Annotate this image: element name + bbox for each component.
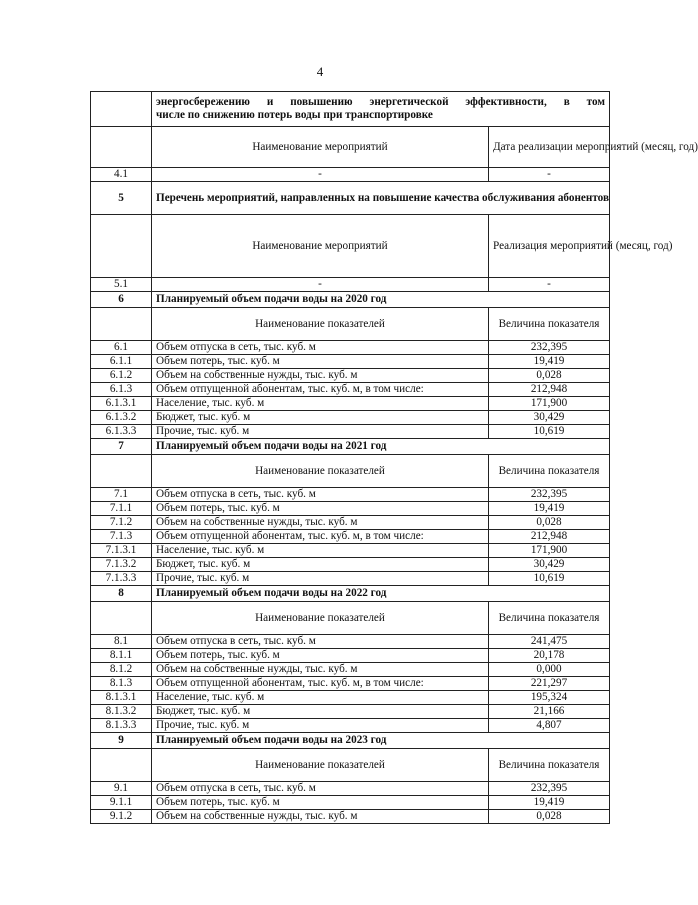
row-name: Объем на собственные нужды, тыс. куб. м	[152, 663, 489, 677]
col-header-name: Наименование показателей	[152, 455, 489, 488]
row-number: 7.1.3.3	[91, 572, 152, 586]
row-name: Объем потерь, тыс. куб. м	[152, 355, 489, 369]
table-row	[91, 810, 610, 824]
row-number: 6.1.3	[91, 383, 152, 397]
row-name: Объем отпущенной абонентам, тыс. куб. м, в том числе:	[152, 383, 489, 397]
table-row	[91, 782, 610, 796]
row-name: -	[152, 278, 489, 292]
table-row	[91, 635, 610, 649]
row-value: 19,419	[489, 355, 610, 369]
row-number: 8.1	[91, 635, 152, 649]
header-number-cell	[91, 455, 152, 488]
table-row	[91, 544, 610, 558]
row-name: Бюджет, тыс. куб. м	[152, 411, 489, 425]
row-number: 8.1.2	[91, 663, 152, 677]
row-value: 212,948	[489, 383, 610, 397]
section-number: 9	[91, 733, 152, 749]
row-number: 7.1.3.2	[91, 558, 152, 572]
col-header-name: Наименование показателей	[152, 602, 489, 635]
row-value: 195,324	[489, 691, 610, 705]
table-row	[91, 649, 610, 663]
row-number: 6.1.3.2	[91, 411, 152, 425]
row-value: 212,948	[489, 530, 610, 544]
row-value: 21,166	[489, 705, 610, 719]
section-4-number-cell	[91, 92, 152, 127]
section-heading: Планируемый объем подачи воды на 2023 год	[152, 733, 610, 749]
table-row	[91, 796, 610, 810]
col-header-value: Величина показателя	[489, 602, 610, 635]
row-number: 7.1.3	[91, 530, 152, 544]
row-value: 10,619	[489, 572, 610, 586]
row-name: Население, тыс. куб. м	[152, 691, 489, 705]
row-name: Бюджет, тыс. куб. м	[152, 558, 489, 572]
header-number-cell	[91, 749, 152, 782]
section-5-col-name: Наименование мероприятий	[152, 215, 489, 278]
row-name: Объем отпущенной абонентам, тыс. куб. м, в том числе:	[152, 530, 489, 544]
table-row	[91, 572, 610, 586]
section-5-col-date: Реализация мероприятий (месяц, год)	[489, 215, 610, 278]
row-name: Объем отпуска в сеть, тыс. куб. м	[152, 488, 489, 502]
row-value: 232,395	[489, 782, 610, 796]
row-number: 8.1.3.2	[91, 705, 152, 719]
table-row	[91, 663, 610, 677]
section-4	[91, 92, 698, 182]
row-name: Объем потерь, тыс. куб. м	[152, 502, 489, 516]
table-row	[91, 488, 610, 502]
row-name: Прочие, тыс. куб. м	[152, 719, 489, 733]
row-value: 4,807	[489, 719, 610, 733]
section-heading: Планируемый объем подачи воды на 2022 год	[152, 586, 610, 602]
row-number: 6.1.2	[91, 369, 152, 383]
section-5	[91, 182, 673, 292]
row-name: Объем отпущенной абонентам, тыс. куб. м, в том числе:	[152, 677, 489, 691]
section-heading: Планируемый объем подачи воды на 2020 год	[152, 292, 610, 308]
row-number: 9.1	[91, 782, 152, 796]
row-name: Объем отпуска в сеть, тыс. куб. м	[152, 782, 489, 796]
row-number: 9.1.1	[91, 796, 152, 810]
volume-sections	[91, 292, 610, 824]
section-4-heading	[152, 92, 610, 127]
row-number: 6.1.3.3	[91, 425, 152, 439]
col-header-value: Величина показателя	[489, 749, 610, 782]
row-value: 30,429	[489, 558, 610, 572]
row-number: 7.1.2	[91, 516, 152, 530]
row-value: 171,900	[489, 544, 610, 558]
table-row	[91, 383, 610, 397]
row-value: 221,297	[489, 677, 610, 691]
row-value: 0,028	[489, 369, 610, 383]
row-number: 6.1.3.1	[91, 397, 152, 411]
table-row	[91, 341, 610, 355]
row-number: 8.1.3.3	[91, 719, 152, 733]
row-value: 19,419	[489, 502, 610, 516]
page-number: 4	[316, 64, 324, 79]
section-heading: Планируемый объем подачи воды на 2021 год	[152, 439, 610, 455]
row-name: Объем на собственные нужды, тыс. куб. м	[152, 369, 489, 383]
table-row	[91, 516, 610, 530]
table-row	[91, 558, 610, 572]
row-name: Объем отпуска в сеть, тыс. куб. м	[152, 635, 489, 649]
row-number: 5.1	[91, 278, 152, 292]
row-value: 241,475	[489, 635, 610, 649]
header-number-cell	[91, 602, 152, 635]
table-row	[91, 691, 610, 705]
row-name: Объем на собственные нужды, тыс. куб. м	[152, 516, 489, 530]
row-number: 7.1.1	[91, 502, 152, 516]
row-name: Население, тыс. куб. м	[152, 544, 489, 558]
row-name: -	[152, 168, 489, 182]
row-number: 8.1.3	[91, 677, 152, 691]
row-value: 171,900	[489, 397, 610, 411]
row-name: Население, тыс. куб. м	[152, 397, 489, 411]
measures-table	[90, 91, 698, 824]
section-4-heading-line2: числе по снижению потерь воды при транспортировке	[156, 109, 433, 121]
row-name: Прочие, тыс. куб. м	[152, 425, 489, 439]
row-name: Прочие, тыс. куб. м	[152, 572, 489, 586]
row-value: 10,619	[489, 425, 610, 439]
section-5-header-number-cell	[91, 215, 152, 278]
row-value: 232,395	[489, 341, 610, 355]
section-number: 8	[91, 586, 152, 602]
section-4-col-name: Наименование мероприятий	[152, 127, 489, 168]
row-value: 0,000	[489, 663, 610, 677]
col-header-value: Величина показателя	[489, 308, 610, 341]
table-row	[91, 425, 610, 439]
row-number: 6.1	[91, 341, 152, 355]
section-5-number: 5	[91, 182, 152, 215]
header-number-cell	[91, 308, 152, 341]
section-number: 7	[91, 439, 152, 455]
row-number: 8.1.1	[91, 649, 152, 663]
row-value: 20,178	[489, 649, 610, 663]
table-row	[91, 705, 610, 719]
section-4-col-date: Дата реализации мероприятий (месяц, год)	[489, 127, 610, 168]
section-number: 6	[91, 292, 152, 308]
row-value: 0,028	[489, 810, 610, 824]
row-number: 6.1.1	[91, 355, 152, 369]
row-number: 7.1	[91, 488, 152, 502]
table-row	[91, 530, 610, 544]
section-5-heading: Перечень мероприятий, направленных на повышение качества обслуживания абонентов	[152, 182, 610, 215]
row-value: -	[489, 278, 610, 292]
row-name: Объем на собственные нужды, тыс. куб. м	[152, 810, 489, 824]
col-header-name: Наименование показателей	[152, 749, 489, 782]
row-number: 9.1.2	[91, 810, 152, 824]
row-name: Объем отпуска в сеть, тыс. куб. м	[152, 341, 489, 355]
table-row	[91, 719, 610, 733]
table-row	[91, 355, 610, 369]
table-row	[91, 369, 610, 383]
row-name: Бюджет, тыс. куб. м	[152, 705, 489, 719]
row-value: 0,028	[489, 516, 610, 530]
section-4-header-number-cell	[91, 127, 152, 168]
table-row	[91, 677, 610, 691]
row-value: 30,429	[489, 411, 610, 425]
section-4-heading-line1: энергосбережению и повышению энергетической эффективности, в том	[156, 96, 606, 108]
table-row	[91, 502, 610, 516]
table-row	[91, 397, 610, 411]
col-header-value: Величина показателя	[489, 455, 610, 488]
row-name: Объем потерь, тыс. куб. м	[152, 649, 489, 663]
col-header-name: Наименование показателей	[152, 308, 489, 341]
row-value: 19,419	[489, 796, 610, 810]
row-value: -	[489, 168, 610, 182]
row-name: Объем потерь, тыс. куб. м	[152, 796, 489, 810]
row-number: 4.1	[91, 168, 152, 182]
row-value: 232,395	[489, 488, 610, 502]
row-number: 8.1.3.1	[91, 691, 152, 705]
table-row	[91, 411, 610, 425]
row-number: 7.1.3.1	[91, 544, 152, 558]
